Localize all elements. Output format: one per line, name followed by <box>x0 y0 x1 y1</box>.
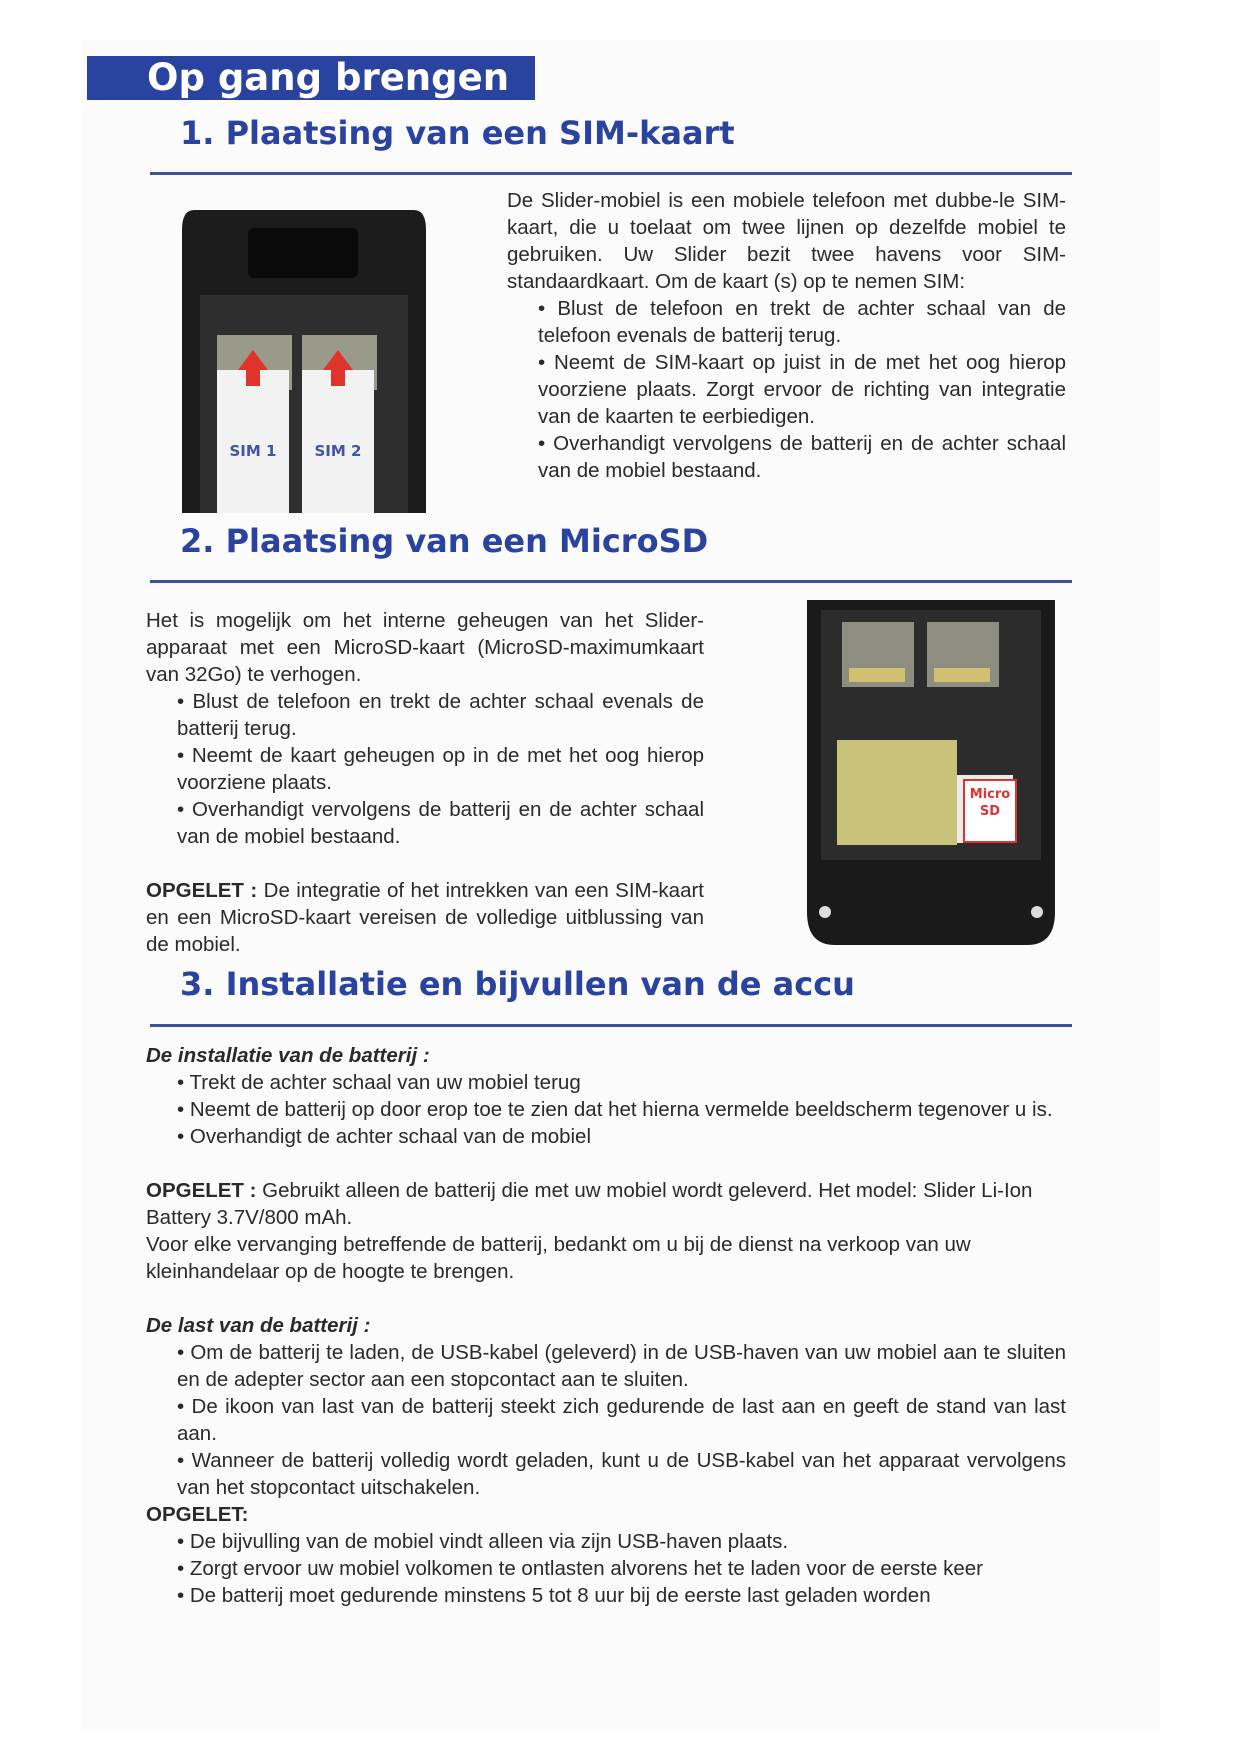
section-2-body <box>146 607 704 958</box>
charge-note-bullet: • De bijvulling van de mobiel vindt alleen via zijn USB-haven plaats. <box>177 1530 789 1553</box>
section-1-bullet: • Overhandigt vervolgens de batterij en de achter schaal van de mobiel bestaand. <box>538 432 1066 482</box>
sim-slots-photo <box>182 210 426 513</box>
charge-bullet: • De ikoon van last van de batterij steekt zich gedurende de last aan en geeft de stand van last aan. <box>177 1395 1066 1445</box>
section-3-title: 3. Installatie en bijvullen van de accu <box>180 965 855 1003</box>
charge-note-label: OPGELET: <box>146 1503 249 1526</box>
section-1-body <box>507 187 1066 484</box>
battery-note-service: Voor elke vervanging betreffende de batterij, bedankt om u bij de dienst na verkoop van uw kleinhandelaar op de hoogte te brengen. <box>146 1233 971 1283</box>
charge-bullet: • Om de batterij te laden, de USB-kabel (geleverd) in de USB-haven van uw mobiel aan te sluiten en de adepter sector aan een stopcontact aan te sluiten. <box>177 1341 1066 1391</box>
section-1-title: 1. Plaatsing van een SIM-kaart <box>180 114 735 152</box>
section-2-note-text: De integratie of het intrekken van een SIM-kaart en een MicroSD-kaart vereisen de volledige uitblussing van de mobiel. <box>146 879 705 956</box>
install-heading: De installatie van de batterij : <box>146 1044 430 1067</box>
microsd-slot-photo <box>807 600 1055 952</box>
install-bullet: • Trekt de achter schaal van uw mobiel terug <box>177 1071 581 1094</box>
section-2-title: 2. Plaatsing van een MicroSD <box>180 522 709 560</box>
section-2-bullet: • Neemt de kaart geheugen op in de met het oog hierop voorziene plaats. <box>177 744 704 794</box>
section-2-rule <box>150 580 1072 583</box>
install-bullet: • Overhandigt de achter schaal van de mobiel <box>177 1125 592 1148</box>
charge-note-bullet: • Zorgt ervoor uw mobiel volkomen te ontlasten alvorens het te laden voor de eerste keer <box>177 1557 983 1580</box>
charge-heading: De last van de batterij : <box>146 1314 371 1337</box>
charge-bullet: • Wanneer de batterij volledig wordt geladen, kunt u de USB-kabel van het apparaat vervolgens van het stopcontact uitschakelen. <box>177 1449 1066 1499</box>
section-2-note-label: OPGELET : <box>146 879 258 902</box>
sd-label: SD <box>979 804 1001 819</box>
section-3-body <box>146 1042 1066 1609</box>
section-1-rule <box>150 172 1072 175</box>
section-2-intro: Het is mogelijk om het interne geheugen van het Slider-apparaat met een MicroSD-kaart (MicroSD-maximumkaart van 32Go) te verhogen. <box>146 609 704 686</box>
chapter-banner: Op gang brengen <box>87 56 535 100</box>
install-bullet: • Neemt de batterij op door erop toe te zien dat het hierna vermelde beeldscherm tegenover u is. <box>177 1098 1053 1121</box>
battery-note-text: Gebruikt alleen de batterij die met uw mobiel wordt geleverd. Het model: Slider Li-Ion Battery 3.7V/800 mAh. <box>146 1179 1033 1229</box>
section-1-intro: De Slider-mobiel is een mobiele telefoon met dubbe-le SIM-kaart, die u toelaat om twee lijnen op dezelfde mobiel te gebruiken. Uw Slider bezit twee havens voor SIM-standaardkaart. Om de kaart (s) op te nemen SIM: <box>507 189 1066 293</box>
section-3-rule <box>150 1024 1072 1027</box>
sim-2-label: SIM 2 <box>314 442 362 460</box>
charge-note-bullet: • De batterij moet gedurende minstens 5 tot 8 uur bij de eerste last geladen worden <box>177 1584 931 1607</box>
section-2-note <box>146 877 704 958</box>
section-1-bullet: • Neemt de SIM-kaart op juist in de met het oog hierop voorziene plaats. Zorgt ervoor de richting van integratie van de kaarten te eerbiedigen. <box>538 351 1066 428</box>
battery-note <box>146 1177 1066 1231</box>
section-2-bullet: • Blust de telefoon en trekt de achter schaal evenals de batterij terug. <box>177 690 704 740</box>
micro-label: Micro <box>969 787 1011 802</box>
sim-1-label: SIM 1 <box>229 442 277 460</box>
section-2-bullet: • Overhandigt vervolgens de batterij en de achter schaal van de mobiel bestaand. <box>177 798 704 848</box>
section-1-bullet: • Blust de telefoon en trekt de achter schaal van de telefoon evenals de batterij terug. <box>538 297 1066 347</box>
battery-note-label: OPGELET : <box>146 1179 257 1202</box>
